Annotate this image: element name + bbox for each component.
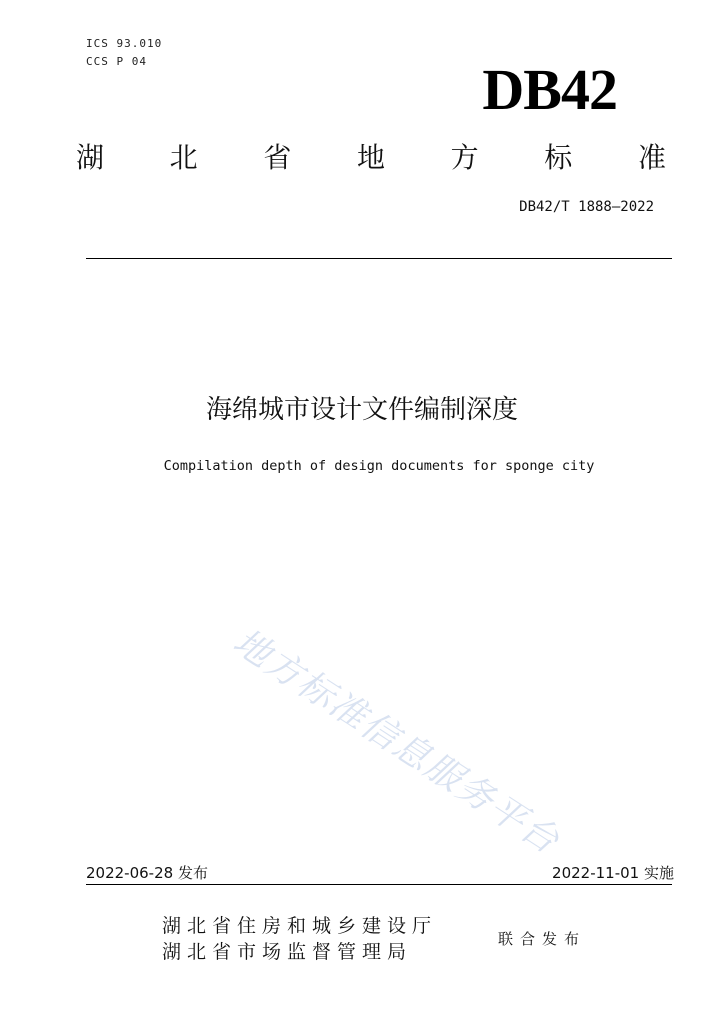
bottom-divider [86, 884, 672, 885]
standard-kind-char: 省 [263, 141, 292, 174]
issuer-housing-department: 湖北省住房和城乡建设厅 [162, 915, 438, 937]
standard-kind-char: 湖 [76, 141, 105, 174]
ccs-code: CCS P 04 [86, 55, 147, 68]
standard-kind-char: 方 [450, 141, 479, 174]
issuer-market-regulation-bureau: 湖北省市场监督管理局 [162, 941, 413, 963]
top-divider [86, 258, 672, 259]
document-title-chinese: 海绵城市设计文件编制深度 [205, 395, 518, 425]
standard-number: DB42/T 1888—2022 [519, 199, 654, 215]
publish-date: 2022-06-28 发布 [86, 864, 208, 882]
standard-kind-char: 地 [356, 141, 385, 174]
ics-code: ICS 93.010 [86, 37, 163, 50]
watermark: 地方标准信息服务平台 [225, 621, 567, 863]
joint-release-label: 联合发布 [498, 930, 587, 948]
standard-kind-char: 北 [169, 141, 198, 174]
effective-date: 2022-11-01 实施 [552, 864, 674, 882]
standard-kind-heading [76, 140, 666, 176]
db42-logo: DB42 [482, 57, 617, 122]
document-title-english: Compilation depth of design documents for sponge city [163, 458, 595, 474]
standard-kind-char: 准 [637, 141, 666, 174]
standard-kind-char: 标 [544, 141, 573, 174]
